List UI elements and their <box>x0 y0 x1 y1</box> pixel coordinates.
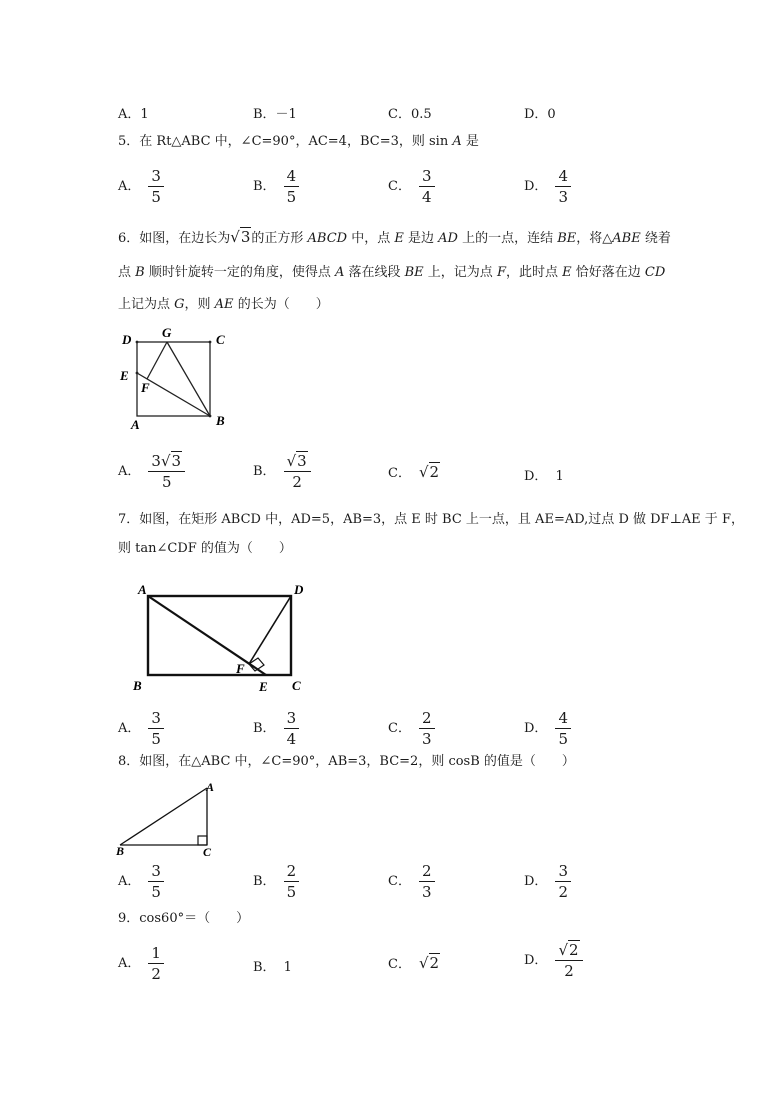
q5-option-c: C． $\frac{3}{4}$ <box>388 167 435 206</box>
q8-option-d: D． $\frac{3}{2}$ <box>524 862 571 901</box>
fig6-label-g: G <box>162 325 172 340</box>
q4-option-d: D．0 <box>524 107 556 122</box>
fig6-label-b: B <box>216 413 225 428</box>
q7-option-d: D． $\frac{4}{5}$ <box>524 709 571 748</box>
q5-option-a: A． $\frac{3}{5}$ <box>118 167 164 206</box>
q8-stem: 8．如图，在△ABC 中，∠C=90°，AB=3，BC=2，则 cosB 的值是（ ） <box>118 754 575 769</box>
q7-option-b: B． $\frac{3}{4}$ <box>253 709 299 748</box>
q9-option-d: D． $\frac{√2}{2}$ <box>524 941 583 980</box>
q6-stem-line1: 6．如图，在边长为√3的正方形 ABCD 中，点 E 是边 AD 上的一点，连结 BE，将△ABE 绕着 <box>118 228 671 246</box>
q8-option-b: B． $\frac{2}{5}$ <box>253 862 299 901</box>
fig6-label-f: F <box>141 380 150 395</box>
q5-stem: 5．在 Rt△ABC 中，∠C=90°，AC=4，BC=3，则 sin A 是 <box>118 134 479 149</box>
fig7-label-c: C <box>292 678 301 693</box>
q6-option-b: B． $\frac{√3}{2}$ <box>253 452 311 491</box>
sqrt-3: √3 <box>230 228 251 246</box>
fig7-label-e: E <box>259 679 268 694</box>
q4-option-b: B．－1 <box>253 107 297 122</box>
q9-option-c: C． √2 <box>388 954 440 972</box>
q9-stem: 9．cos60°＝（ ） <box>118 911 250 926</box>
fig7-label-d: D <box>294 582 304 597</box>
q6-option-a: A． $\frac{3√3}{5}$ <box>118 452 185 491</box>
fig7-label-f: F <box>236 661 245 676</box>
q6-stem-line2: 点 B 顺时针旋转一定的角度，使得点 A 落在线段 BE 上，记为点 F，此时点 E 恰好落在边 CD <box>118 265 666 280</box>
q6-stem-line3: 上记为点 G，则 AE 的长为（ ） <box>118 297 329 312</box>
fig7-label-b: B <box>133 678 142 693</box>
q7-rectangle-figure <box>118 578 318 696</box>
q5-option-d: D． $\frac{4}{3}$ <box>524 167 571 206</box>
fig8-label-c: C <box>203 845 212 859</box>
fig7-label-a: A <box>138 582 147 597</box>
fig8-label-a: A <box>206 780 215 794</box>
fig6-label-c: C <box>216 332 225 347</box>
q7-stem-line1: 7．如图，在矩形 ABCD 中，AD=5，AB=3，点 E 时 BC 上一点，且 AE=AD,过点 D 做 DF⊥AE 于 F， <box>118 512 744 527</box>
fig8-label-b: B <box>116 844 125 858</box>
q7-option-c: C． $\frac{2}{3}$ <box>388 709 435 748</box>
q9-option-b: B． 1 <box>253 960 292 975</box>
fig6-label-d: D <box>122 332 132 347</box>
q7-stem-line2: 则 tan∠CDF 的值为（ ） <box>118 541 292 556</box>
q4-option-a: A．1 <box>118 107 149 122</box>
q5-option-b: B． $\frac{4}{5}$ <box>253 167 299 206</box>
q6-option-c: C． √2 <box>388 463 440 481</box>
fig6-label-e: E <box>120 368 129 383</box>
q8-option-c: C． $\frac{2}{3}$ <box>388 862 435 901</box>
fig6-label-a: A <box>131 417 140 432</box>
q8-option-a: A． $\frac{3}{5}$ <box>118 862 164 901</box>
q8-triangle-figure <box>110 778 230 860</box>
q7-option-a: A． $\frac{3}{5}$ <box>118 709 164 748</box>
q4-option-c: C．0.5 <box>388 107 432 122</box>
q9-option-a: A． $\frac{1}{2}$ <box>118 944 164 983</box>
q6-option-d: D． 1 <box>524 469 564 484</box>
q6-square-figure <box>110 322 260 434</box>
